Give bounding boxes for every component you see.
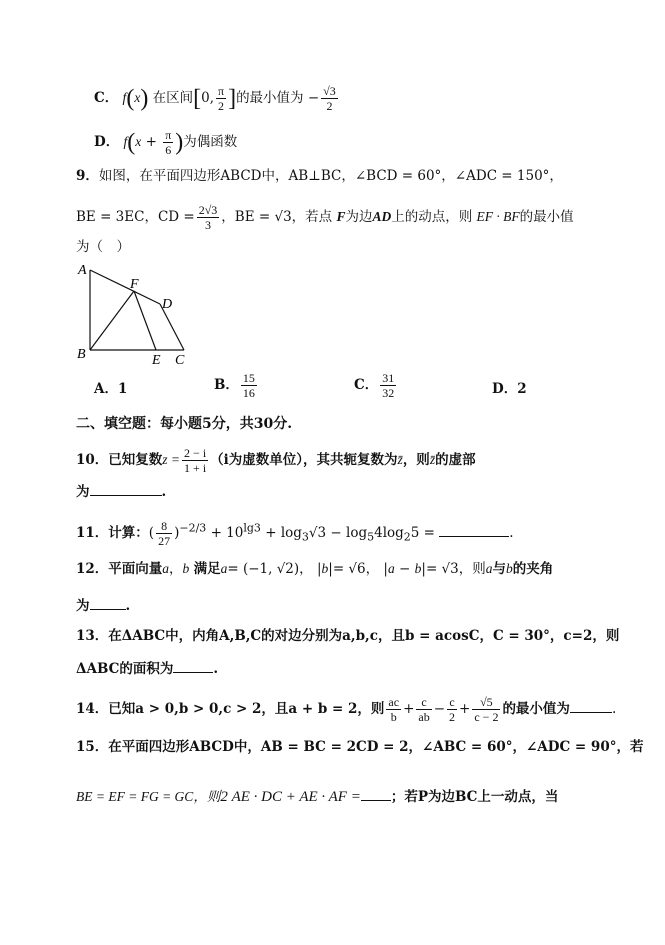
fraction-pi-2: $\frac{\pi}{2}$ <box>218 84 225 113</box>
vector-a: a <box>220 561 228 576</box>
math: f <box>123 134 128 149</box>
subscript: 5 <box>367 530 375 544</box>
text: 上的动点，则 <box>391 209 473 225</box>
option-c-fraction: $\frac{31}{32}$ <box>382 371 395 400</box>
vector-b: b <box>182 561 190 576</box>
q12-line1 <box>76 560 553 578</box>
text: 为偶函数 <box>183 134 238 150</box>
math: x <box>135 134 142 149</box>
option-d-label: D．2 <box>492 381 527 397</box>
label-e: E <box>152 353 161 368</box>
fraction-sqrt5: $\frac{√5}{c - 2}$ <box>474 695 499 724</box>
fraction-c-2: $\frac{c}{2}$ <box>449 695 456 724</box>
math: BE = EF = FG = GC，则 <box>76 789 221 804</box>
exponent: lg3 <box>243 521 261 535</box>
subscript: 2 <box>403 530 411 544</box>
text: ；若P为边BC上一动点，当 <box>390 789 559 805</box>
math: x <box>134 90 141 105</box>
text: 的最小值 <box>519 209 574 225</box>
option-b-fraction: $\frac{15}{16}$ <box>242 371 255 400</box>
paren: ( <box>126 85 135 112</box>
subscript: 3 <box>301 530 309 544</box>
q15-line1: 15．在平面四边形ABCD中，AB = BC = 2CD = 2，∠ABC = 60°，∠ADC = 90°，若 <box>76 739 644 755</box>
q9-option-c <box>354 371 398 400</box>
option-label: C． <box>94 90 119 106</box>
section-heading: 二、填空题：每小题5分，共30分. <box>76 416 293 432</box>
text: ， <box>169 561 183 577</box>
option-label: D． <box>94 134 120 150</box>
edge-ad <box>90 270 160 304</box>
vector-b: b <box>506 561 513 576</box>
q14-line: 14．已知a > 0,b > 0,c > 2，且a + b = 2，则 $\frac{ac}{b}$ + $\frac{c}{ab}$ − $\frac{c}{2}$ + $\frac{√5}{c - 2}$ 的最小值为 . <box>76 695 617 724</box>
text: 的最小值为 <box>236 90 304 106</box>
text: 的夹角 <box>512 561 554 577</box>
q10-line2 <box>76 483 166 501</box>
question-text: 如图，在平面四边形ABCD中，AB⊥BC，∠BCD = 60°，∠ADC = 150°， <box>98 168 563 184</box>
math: ) <box>174 525 180 541</box>
q12-line2 <box>76 597 130 615</box>
math: ( <box>148 525 155 541</box>
math: = √6， <box>332 561 380 577</box>
q9-line1 <box>76 167 563 185</box>
fraction-c-ab: $\frac{c}{ab}$ <box>418 695 430 724</box>
text: 为 <box>76 484 90 500</box>
q9-line2 <box>76 203 574 232</box>
paren: ( <box>127 129 136 156</box>
label-d: D <box>162 297 173 312</box>
option-a-label: A．1 <box>94 381 128 397</box>
text: ΔABC的面积为 <box>76 661 174 677</box>
edge-ad: AD <box>372 209 392 224</box>
paren: ) <box>140 85 149 112</box>
text: ，则 <box>402 452 430 468</box>
bracket: ] <box>228 85 237 112</box>
q8-option-d: D． f(x + $\frac{\pi}{6}$ )为偶函数 <box>94 128 238 157</box>
text: ，BE = √3，若点 <box>221 209 333 225</box>
label-c: C <box>175 353 185 368</box>
fraction-8-27: $\frac{8}{27}$ <box>158 519 171 548</box>
q15-line2 <box>76 788 558 806</box>
math: + 10 <box>210 525 244 541</box>
text: . <box>125 598 131 614</box>
text: 11．计算： <box>76 525 149 541</box>
text: 为 <box>76 598 90 614</box>
q9-option-a <box>94 380 127 398</box>
label-b: B <box>77 347 86 362</box>
fraction-sqrt3-2: $\frac{√3}{2}$ <box>323 84 336 113</box>
text: 在区间 <box>152 90 194 106</box>
label-a: A <box>78 263 87 278</box>
text: 的最小值为 <box>502 701 570 717</box>
text: 10．已知复数 <box>76 452 163 468</box>
q8-option-c <box>94 84 340 113</box>
q11-line <box>76 519 514 548</box>
abs-a-minus-b: |a − b| <box>383 561 426 577</box>
point-f: F <box>336 209 346 224</box>
q13-line2 <box>76 660 218 678</box>
exponent: −2/3 <box>179 521 207 535</box>
text: . <box>509 525 514 541</box>
text: 14．已知a > 0,b > 0,c > 2，且a + b = 2，则 <box>76 701 385 717</box>
segment-bf <box>90 291 134 350</box>
answer-blank[interactable] <box>439 536 509 537</box>
math: √3 − log <box>308 525 368 541</box>
q9-option-b <box>214 371 259 400</box>
fraction-cd: $\frac{2√3}{3}$ <box>198 203 218 232</box>
q10-line1 <box>76 446 476 475</box>
option-b-label: B． <box>214 377 239 393</box>
q9-option-d <box>492 380 527 398</box>
math: = √3，则 <box>425 561 486 577</box>
answer-blank[interactable] <box>90 495 162 496</box>
z-bar: z̄ <box>429 452 436 467</box>
vector-a: a <box>162 561 170 576</box>
q9-line3 <box>76 238 130 256</box>
math: f <box>122 90 127 105</box>
math: z = <box>162 452 181 467</box>
text: 的虚部 <box>435 452 476 468</box>
label-f: F <box>130 277 139 292</box>
paren: ) <box>175 129 184 156</box>
vector-ef-dot-bf: EF · BF <box>476 209 520 224</box>
text: 为（ ） <box>76 239 130 255</box>
text: BE = 3EC，CD = <box>76 209 195 225</box>
text: . <box>611 701 617 717</box>
math: + log <box>265 525 302 541</box>
vector-a: a <box>485 561 493 576</box>
math: 2 AE · DC + AE · AF = <box>220 789 361 805</box>
answer-blank[interactable] <box>173 672 213 673</box>
answer-blank[interactable] <box>570 712 612 713</box>
fraction-ac-b: $\frac{ac}{b}$ <box>388 695 400 724</box>
math: 4log <box>374 525 404 541</box>
answer-blank[interactable] <box>90 609 126 610</box>
math: = (−1, √2)， <box>227 561 313 577</box>
text: . <box>213 661 219 677</box>
text: （i为虚数单位），其共轭复数为 <box>210 452 398 468</box>
q13-line1: 13．在ΔABC中，内角A,B,C的对边分别为a,b,c，且b = acosC，C = 30°，c=2，则 <box>76 628 620 644</box>
abs-b: |b| <box>316 561 333 577</box>
text: 满足 <box>193 561 221 577</box>
z-bar: z̄ <box>397 452 403 467</box>
q9-figure <box>72 260 202 370</box>
math: 5 = <box>410 525 435 541</box>
answer-blank[interactable] <box>361 800 391 801</box>
bracket: [ <box>193 85 202 112</box>
interval-zero: 0, <box>201 90 214 106</box>
fraction-pi-6: $\frac{\pi}{6}$ <box>165 128 172 157</box>
minus: − <box>307 90 320 106</box>
text: 与 <box>492 561 506 577</box>
option-c-label: C． <box>354 377 379 393</box>
question-number: 9． <box>76 168 99 184</box>
text: . <box>161 484 167 500</box>
text: 为边 <box>345 209 373 225</box>
fraction-z: $\frac{2 - i}{1 + i}$ <box>184 446 207 475</box>
text: 12．平面向量 <box>76 561 163 577</box>
